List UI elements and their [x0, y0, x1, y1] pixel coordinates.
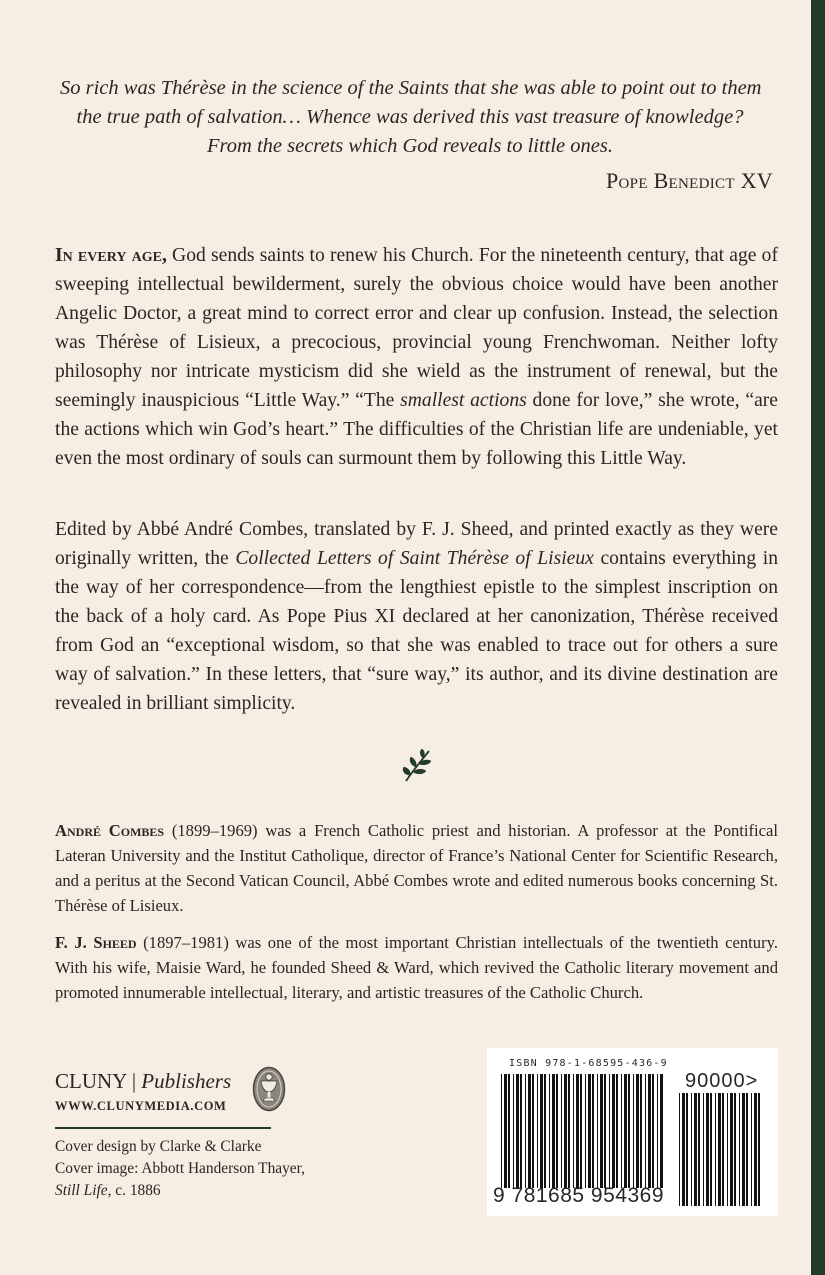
emphasis-text: smallest actions	[400, 390, 527, 411]
barcode-bar	[621, 1074, 622, 1188]
epigraph-quote	[60, 74, 760, 161]
isbn-barcode	[487, 1048, 778, 1216]
barcode-bar	[597, 1074, 598, 1188]
bio-name: F. J. Sheed	[55, 933, 137, 952]
barcode-bar	[516, 1074, 519, 1188]
barcode-bar	[568, 1074, 570, 1188]
barcode-bar	[727, 1093, 728, 1206]
barcode-bar	[746, 1093, 748, 1206]
publisher-name	[55, 1069, 231, 1094]
publisher-separator: |	[126, 1069, 142, 1093]
barcode-bar	[710, 1093, 712, 1206]
cover-credits	[55, 1136, 305, 1202]
barcode-bar	[679, 1093, 680, 1206]
barcode-bar	[648, 1074, 651, 1188]
barcode-bar	[552, 1074, 555, 1188]
barcode-bar	[739, 1093, 740, 1206]
book-title-italic: Collected Letters of Saint Thérèse of Lisieux	[235, 548, 594, 569]
quote-line: So rich was Thérèse in the science of the Saints that she was able to point out to them	[60, 77, 762, 99]
barcode-bar	[580, 1074, 582, 1188]
barcode-bar	[754, 1093, 757, 1206]
barcode-bar	[544, 1074, 546, 1188]
barcode-bar	[573, 1074, 574, 1188]
barcode-bar	[633, 1074, 634, 1188]
image-credit-title-line	[55, 1180, 305, 1202]
barcode-bar	[532, 1074, 534, 1188]
barcode-bar	[504, 1074, 507, 1188]
barcode-bar	[715, 1093, 716, 1206]
bio-text: (1897–1981) was one of the most important Christian intellectuals of the twentieth century. With his wife, Maisie Ward, he founded Sheed & Ward, which revived the Catholic literary movement and promoted innumerable intellectual, literary, and artistic treasures of the Catholic Church.	[55, 933, 778, 1002]
barcode-bar	[576, 1074, 579, 1188]
barcode-digits: 9 781685 954369	[493, 1184, 664, 1207]
barcode-bar	[537, 1074, 538, 1188]
description-paragraph-1	[55, 241, 778, 473]
divider-rule	[55, 1127, 271, 1129]
barcode-bar	[742, 1093, 745, 1206]
barcode-bar	[652, 1074, 654, 1188]
paragraph-text: contains everything in the way of her correspondence—from the lengthiest epistle to the simplest inscription on the back of a holy card. As Pope Pius XI declared at her canonization, Thérèse received from God an “exceptional wisdom, so that she was enabled to trace out for others a sure way of salvation.” In these letters, that “sure way,” its author, and its divine destination are revealed in brilliant simplicity.	[55, 548, 778, 714]
barcode-bar	[718, 1093, 721, 1206]
barcode-bar	[686, 1093, 688, 1206]
barcode-bar	[628, 1074, 630, 1188]
barcode-bar	[682, 1093, 685, 1206]
description-paragraph-2	[55, 515, 778, 718]
barcode-bar	[616, 1074, 618, 1188]
design-credit: Cover design by Clarke & Clarke	[55, 1138, 262, 1155]
barcode-bar	[640, 1074, 642, 1188]
publisher-label: Publishers	[141, 1069, 232, 1093]
barcode-bar	[645, 1074, 646, 1188]
barcode-bar	[734, 1093, 736, 1206]
paragraph-lead-in: In every age,	[55, 245, 167, 266]
barcode-bar	[703, 1093, 704, 1206]
barcode-bar	[730, 1093, 733, 1206]
price-code: 90000>	[685, 1070, 759, 1092]
paragraph-text: God sends saints to renew his Church. For the nineteenth century, that age of sweeping intellectual bewilderment, surely the obvious choice would have been another Angelic Doctor, a great mind to correct error and clear up confusion. Instead, the selection was Thérèse of Lisieux, a precocious, provincial young Frenchwoman. Neither lofty philosophy nor intricate mysticism did she wield as the instrument of renewal, but the seemingly inauspicious “Little Way.” “The	[55, 245, 778, 411]
barcode-bar	[588, 1074, 591, 1188]
barcode-bar	[636, 1074, 639, 1188]
barcode-bar	[561, 1074, 562, 1188]
barcode-bar	[585, 1074, 586, 1188]
spine-edge	[811, 0, 825, 1275]
barcode-bar	[508, 1074, 510, 1188]
paragraph-text: Edited by Abbé André Combes, translated by F. J. Sheed, and printed exactly as they were originally written, the	[55, 519, 778, 569]
barcode-bar	[549, 1074, 550, 1188]
barcode-bar	[694, 1093, 697, 1206]
barcode-bar	[609, 1074, 610, 1188]
barcode-bar	[660, 1074, 663, 1188]
publisher-brand: CLUNY	[55, 1069, 127, 1093]
bio-name: André Combes	[55, 821, 165, 840]
barcode-bar	[624, 1074, 627, 1188]
translator-bio-sheed	[55, 930, 778, 1005]
chalice-seal-icon	[252, 1066, 286, 1112]
quote-line: From the secrets which God reveals to little ones.	[207, 135, 613, 157]
isbn-number: ISBN 978-1-68595-436-9	[509, 1058, 668, 1069]
bio-text: (1899–1969) was a French Catholic priest and historian. A professor at the Pontifical Lateran University and the Institut Catholique, director of France’s National Center for Scientific Research, and a peritus at the Second Vatican Council, Abbé Combes wrote and edited numerous books concerning St. Thérèse of Lisieux.	[55, 821, 778, 915]
barcode-bar	[513, 1074, 514, 1188]
barcode-bar	[751, 1093, 752, 1206]
barcode-bar	[540, 1074, 543, 1188]
barcode-bar	[592, 1074, 594, 1188]
quote-attribution: Pope Benedict XV	[606, 168, 773, 193]
leaf-sprig-ornament-icon	[400, 748, 434, 784]
barcode-bar	[698, 1093, 700, 1206]
barcode-bar	[528, 1074, 531, 1188]
quote-line: the true path of salvation… Whence was derived this vast treasure of knowledge?	[76, 106, 744, 128]
paragraph-text: done for love,” she wrote, “are the actions which win God’s heart.” The difficulties of the Christian life are undeniable, yet even the most ordinary of souls can surmount them by following this Little Way.	[55, 390, 778, 469]
barcode-bar	[556, 1074, 558, 1188]
barcode-bar	[564, 1074, 567, 1188]
barcode-bar	[600, 1074, 603, 1188]
barcode-bar	[501, 1074, 502, 1188]
barcode-bar	[758, 1093, 760, 1206]
barcode-bar	[722, 1093, 724, 1206]
author-bio-combes	[55, 818, 778, 918]
barcode-bar	[525, 1074, 526, 1188]
artwork-title: Still Life	[55, 1182, 108, 1199]
artwork-date: , c. 1886	[107, 1182, 161, 1199]
barcode-bar	[520, 1074, 522, 1188]
barcode-bar	[706, 1093, 709, 1206]
publisher-website: WWW.CLUNYMEDIA.COM	[55, 1099, 227, 1113]
barcode-bar	[612, 1074, 615, 1188]
barcode-bar	[604, 1074, 606, 1188]
image-credit: Cover image: Abbott Handerson Thayer,	[55, 1160, 305, 1177]
barcode-bar	[691, 1093, 692, 1206]
barcode-bar	[657, 1074, 658, 1188]
